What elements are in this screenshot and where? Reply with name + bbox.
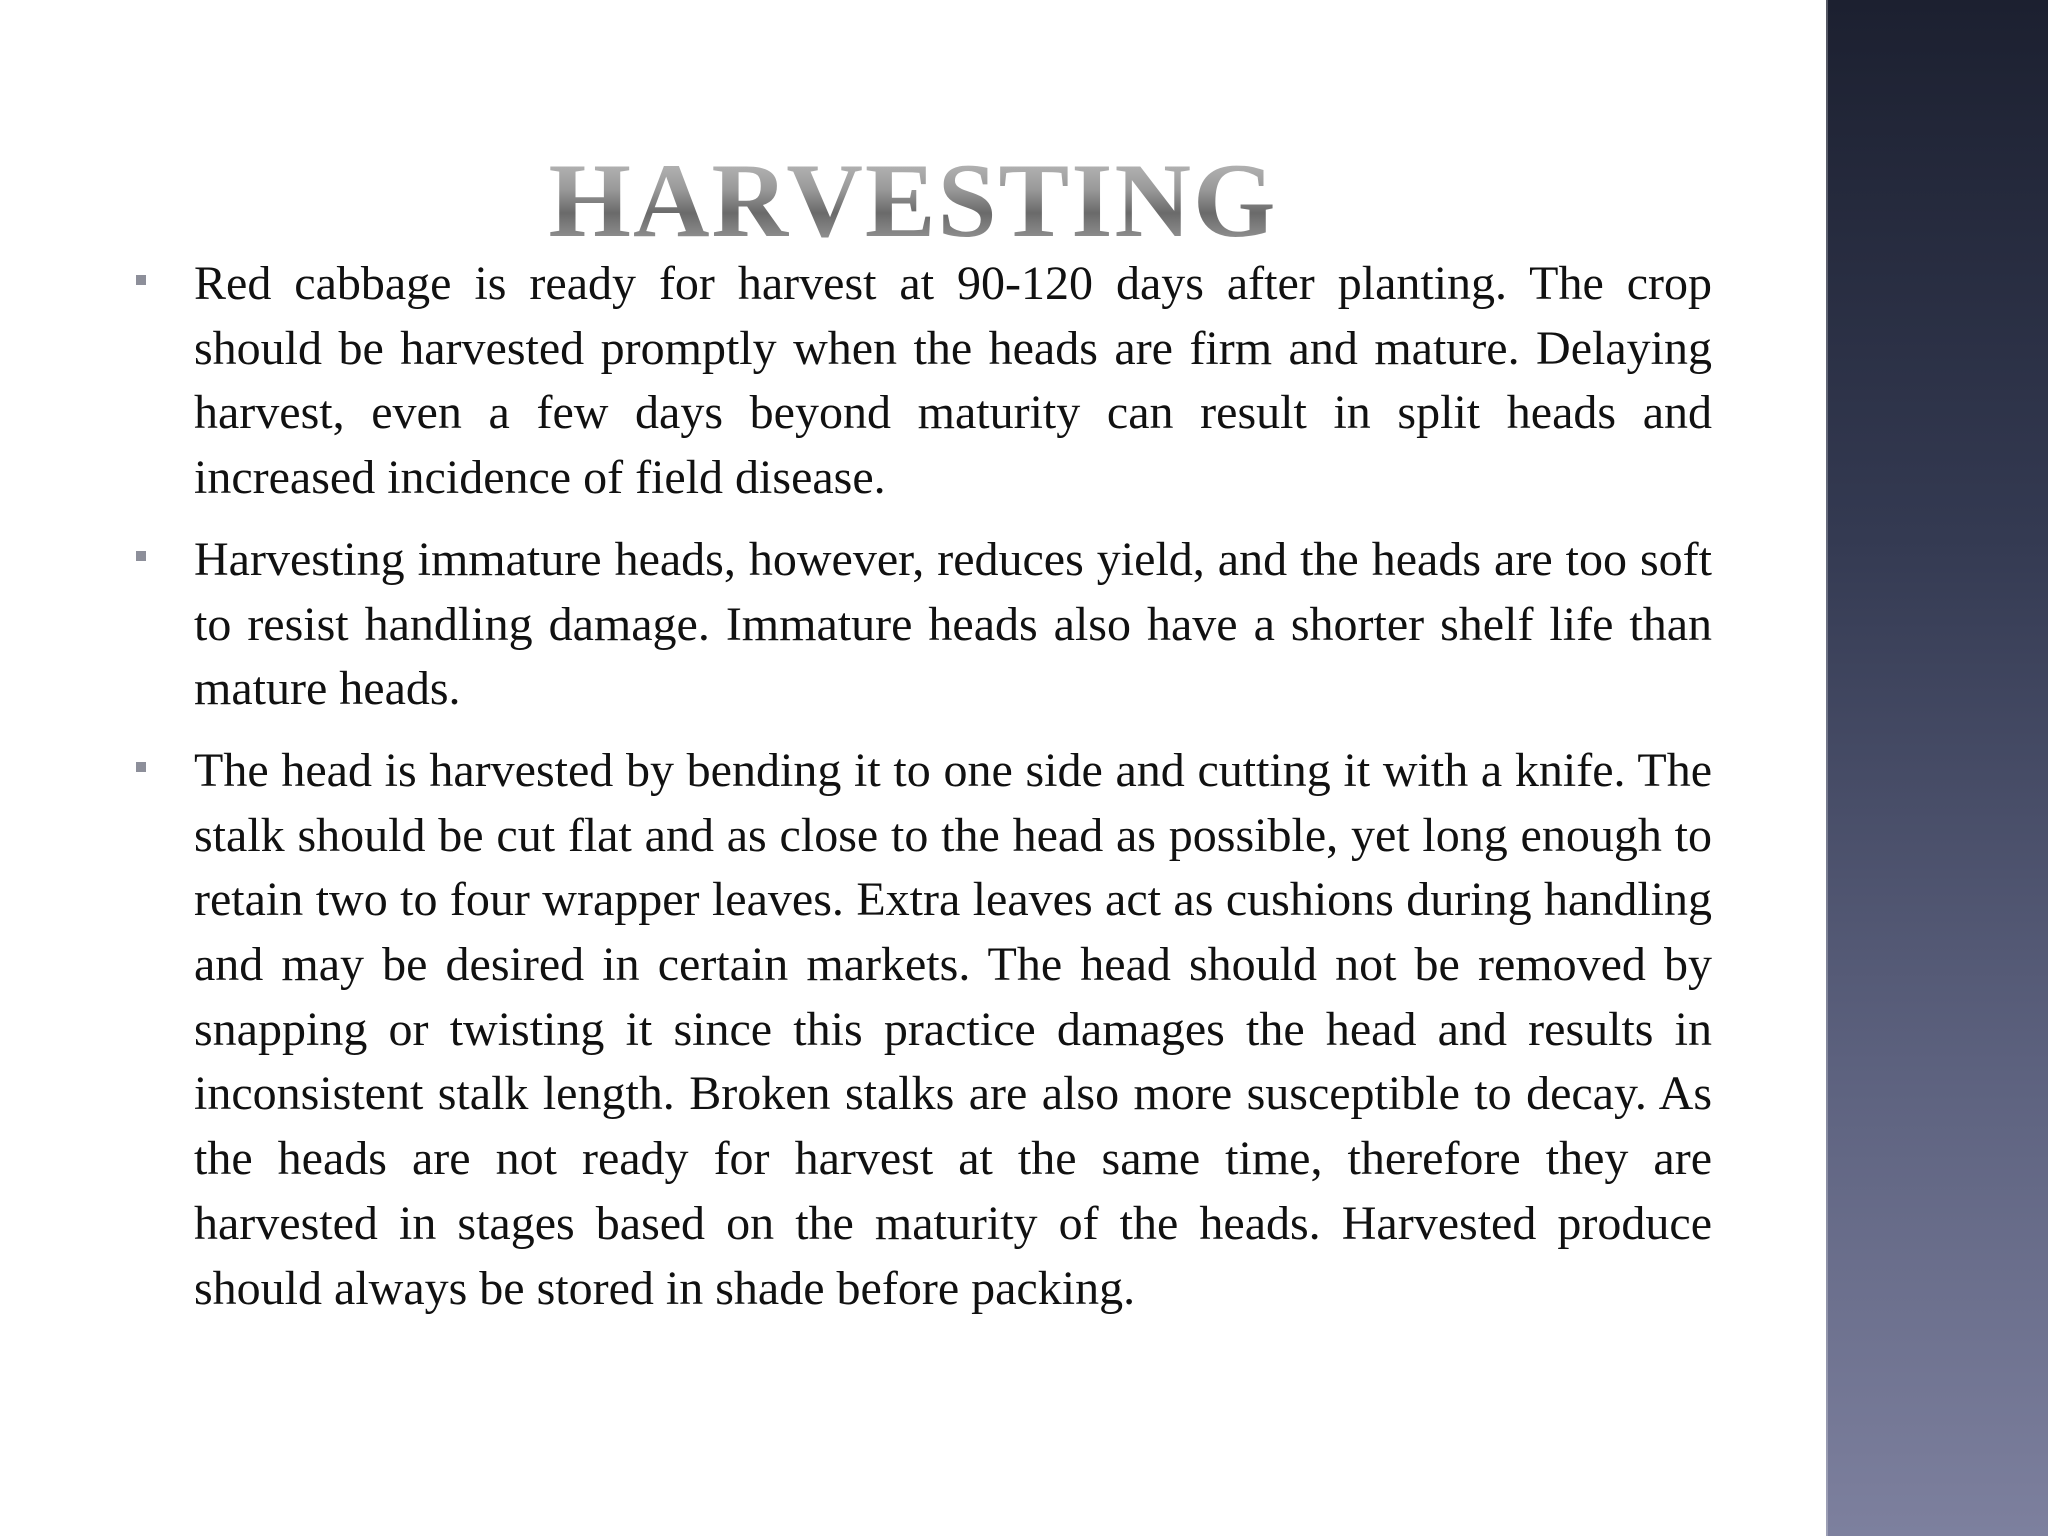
bullet-item	[136, 252, 1712, 511]
bullet-text: Red cabbage is ready for harvest at 90-120 days after planting. The crop should be harvested promptly when the heads are firm and mature. Delaying harvest, even a few days beyond maturity can result in split heads and increased incidence of field disease.	[194, 257, 1712, 505]
square-bullet-icon	[136, 551, 146, 561]
slide-title: HARVESTING	[0, 141, 1826, 261]
decorative-side-band	[1826, 0, 2048, 1536]
bullet-item	[136, 739, 1712, 1321]
bullet-list	[136, 252, 1712, 1338]
bullet-item	[136, 528, 1712, 722]
square-bullet-icon	[136, 275, 146, 285]
bullet-text: Harvesting immature heads, however, reduces yield, and the heads are too soft to resist handling damage. Immature heads also have a shorter shelf life than mature heads.	[194, 532, 1712, 716]
square-bullet-icon	[136, 762, 146, 772]
bullet-text: The head is harvested by bending it to one side and cutting it with a knife. The stalk should be cut flat and as close to the head as possible, yet long enough to retain two to four wrapper leaves. Extra leaves act as cushions during handling and may be desired in certain markets. The head should not be removed by snapping or twisting it since this practice damages the head and results in inconsistent stalk length. Broken stalks are also more susceptible to decay. As the heads are not ready for harvest at the same time, therefore they are harvested in stages based on the maturity of the heads. Harvested produce should always be stored in shade before packing.	[194, 743, 1712, 1315]
